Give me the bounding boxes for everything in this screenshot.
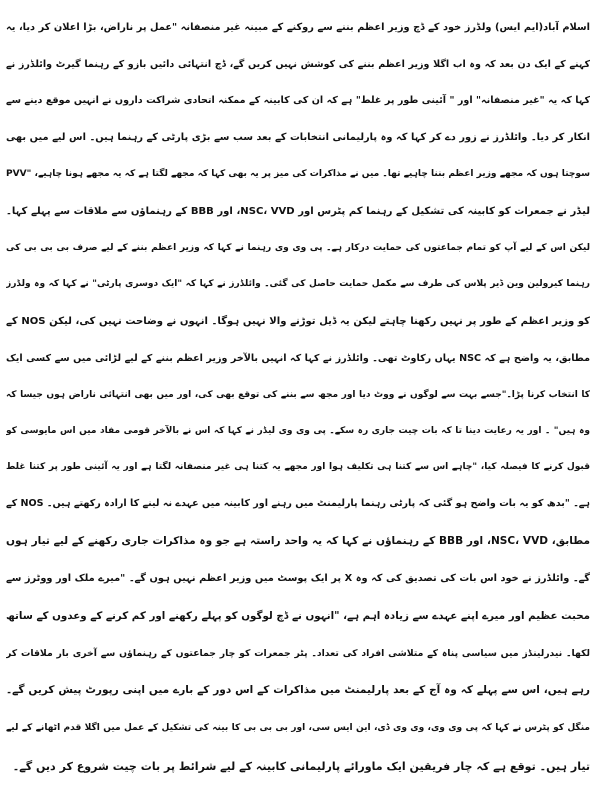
article-line: ہے۔ "بدھ کو یہ بات واضح ہو گئی کہ پارٹی رہنما پارلیمنٹ میں رہنے اور کابینہ میں عہدے نہ لینے کا ارادہ رکھتے ہیں۔ NOS کے [6, 498, 590, 510]
article-line: انکار کر دیا۔ وائلڈرز نے زور دے کر کہا کہ وہ پارلیمانی انتخابات کے بعد سب سے بڑی پارٹی کے رہنما ہیں۔ اس لیے میں بھی [6, 131, 590, 143]
article-line: اسلام آباد(ایم ایس) ولڈرز خود کے ڈچ وزیر اعظم بننے سے روکنے کے مبینہ غیر منصفانہ "عمل پر ناراض، بڑا اعلان کر دیا، یہ [6, 21, 590, 33]
article-line: رہنما کیرولین وین ڈیر پلاس کی طرف سے مکمل حمایت حاصل کی گئی۔ وائلڈرز نے کہا کہ "ایک دوسری پارٹی" نے کہا کہ وہ ولڈرز [6, 278, 590, 289]
article-line: مطابق، NSC، VVD، اور BBB کے رہنماؤں نے کہا کہ یہ واحد راستہ ہے جو وہ مذاکرات جاری رکھنے کے لیے تیار ہوں [6, 534, 590, 547]
article-line: لیڈر نے جمعرات کو کابینہ کی تشکیل کے رہنما کم پٹرس اور NSC، VVD، اور BBB کے رہنماؤں سے ملاقات سے پہلے کہا۔ [6, 205, 590, 217]
article-line: سوچتا ہوں کہ مجھے وزیر اعظم بننا چاہیے تھا۔ میں نے مذاکرات کی میز پر یہ بھی کہا کہ مجھے لگتا ہے کہ یہ مجھے ہونا چاہیے، "PVV [6, 168, 590, 179]
article-line: مطابق، یہ واضح ہے کہ NSC یہاں رکاوٹ تھی۔ وائلڈرز نے کہا کہ انہیں بالآخر وزیر اعظم بننے کے لیے لڑائی میں سے کسی ایک [6, 352, 590, 364]
article-line: کا انتخاب کرنا پڑا۔"جسے بہت سے لوگوں نے ووٹ دیا اور مجھ سے بننے کی توقع بھی کی، اور میں بھی انتہائی ناراض ہوں جیسا کہ [6, 389, 590, 400]
article-line: کہا کہ یہ "غیر منصفانہ" اور " آئینی طور پر غلط" ہے کہ ان کی کابینہ کے ممکنہ اتحادی شراکت داروں نے انہیں موقع دینے سے [6, 95, 590, 107]
article-line: لیکن اس کے لیے آپ کو تمام جماعتوں کی حمایت درکار ہے۔ پی وی وی رہنما نے کہا کہ وزیر اعظم بننے کے لیے صرف بی بی بی کی [6, 242, 590, 253]
article-line: لکھا۔ نیدرلینڈز میں سیاسی پناہ کے متلاشی افراد کی تعداد۔ پٹر جمعرات کو چار جماعتوں کے رہنماؤں سے آخری بار ملاقات کر [6, 647, 590, 659]
article-line: گے۔ وائلڈرز نے خود اس بات کی تصدیق کی کہ وہ X پر ایک پوسٹ میں وزیر اعظم نہیں ہوں گے۔ "میرے ملک اور ووٹرز سے [6, 573, 590, 585]
article-line: کہنے کے ایک دن بعد کہ وہ اب اگلا وزیر اعظم بننے کی کوشش نہیں کریں گے، ڈچ انتہائی دائیں بازو کے رہنما گیرٹ وائلڈرز نے [6, 58, 590, 70]
article-line: تیار ہیں۔ توقع ہے کہ چار فریقین ایک ماورائے پارلیمانی کابینہ کے لیے شرائط پر بات چیت شروع کر دیں گے۔ [12, 759, 590, 773]
article-line: منگل کو پٹرس نے کہا کہ پی وی وی، وی وی ڈی، این ایس سی، اور بی بی بی کا بینہ کی تشکیل کے عمل میں اگلا قدم اٹھانے کے لیے [6, 722, 590, 733]
article-line: کو وزیر اعظم کے طور پر نہیں رکھنا چاہتے لیکن یہ ڈیل توڑنے والا نہیں ہوگا۔ انہوں نے وضاحت نہیں کی، لیکن NOS کے [6, 315, 590, 327]
article-line: رہے ہیں، اس سے پہلے کہ وہ آج کے بعد پارلیمنٹ میں مذاکرات کے اس دور کے بارے میں اپنی رپورٹ پیش کریں گے۔ [6, 684, 590, 697]
article-line: قبول کرنے کا فیصلہ کیا، "چاہے اس سے کتنا ہی تکلیف ہوا اور مجھے یہ کتنا ہی غیر منصفانہ لگتا ہے اور یہ آئینی طور پر کتنا غلط [6, 461, 590, 472]
article-line: محبت عظیم اور میرے اپنے عہدے سے زیادہ اہم ہے، "انہوں نے ڈچ لوگوں کو پہلے رکھنے اور کم کرنے کے وعدوں کے ساتھ [6, 609, 590, 622]
article-line: وہ ہیں" ۔ اور یہ رعایت دینا تا کہ بات چیت جاری رہ سکے۔ پی وی وی لیڈر نے کہا کہ اس نے بالآخر قومی مفاد میں اس مایوسی کو [6, 425, 590, 436]
